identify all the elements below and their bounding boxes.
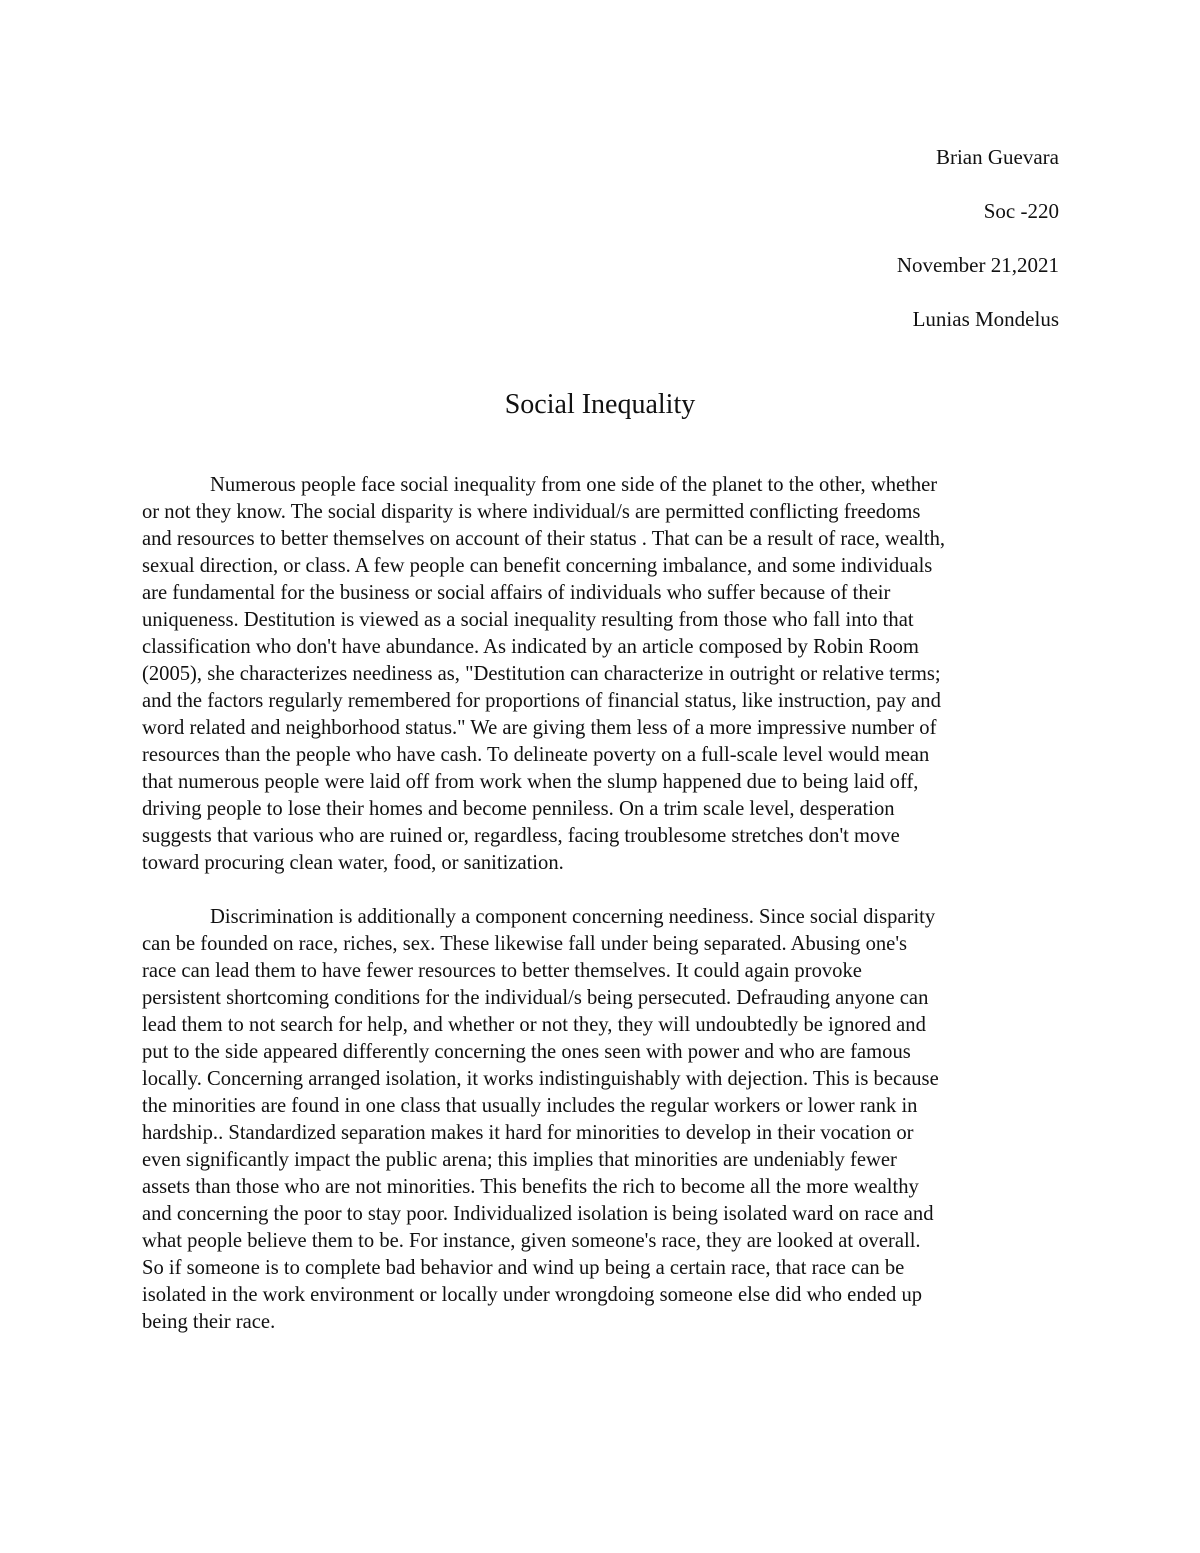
paragraph-line: persistent shortcoming conditions for the individual/s being persecuted. Defrauding anyone can [142,987,929,1009]
paragraph-line: isolated in the work environment or locally under wrongdoing someone else did who ended up [142,1284,923,1306]
paragraph [142,904,1057,1336]
paragraph-line: Discrimination is additionally a component concerning neediness. Since social disparity [210,906,936,928]
course-code: Soc -220 [983,199,1059,223]
paragraph-line: resources than the people who have cash. To delineate poverty on a full-scale level would mean [142,744,930,766]
paragraph-line: what people believe them to be. For instance, given someone's race, they are looked at overall. [142,1230,921,1252]
author-name: Brian Guevara [935,145,1059,169]
document-title: Social Inequality [504,389,696,420]
paragraph-line: uniqueness. Destitution is viewed as a social inequality resulting from those who fall into that [142,609,914,631]
paragraph-line: driving people to lose their homes and become penniless. On a trim scale level, desperation [142,798,895,820]
paragraph-line: even significantly impact the public arena; this implies that minorities are undeniably fewer [142,1149,897,1171]
paragraph-line: and resources to better themselves on account of their status . That can be a result of race, wealth, [142,528,946,550]
paragraph-line: locally. Concerning arranged isolation, it works indistinguishably with dejection. This is because [142,1068,939,1090]
paragraph-line: (2005), she characterizes neediness as, "Destitution can characterize in outright or relative terms; [142,663,941,685]
paragraph-line: or not they know. The social disparity is where individual/s are permitted conflicting freedoms [142,501,921,523]
paragraph-line: suggests that various who are ruined or, regardless, facing troublesome stretches don't move [142,825,900,847]
paragraph-line: being their race. [142,1311,276,1333]
paragraph-line: put to the side appeared differently concerning the ones seen with power and who are famous [142,1041,911,1063]
paragraph [142,472,1057,877]
paragraph-line: the minorities are found in one class that usually includes the regular workers or lower rank in [142,1095,918,1117]
paragraph-line: Numerous people face social inequality from one side of the planet to the other, whether [210,474,938,496]
paragraph-line: hardship.. Standardized separation makes it hard for minorities to develop in their vocation or [142,1122,914,1144]
paragraph-line: lead them to not search for help, and whether or not they, they will undoubtedly be ignored and [142,1014,926,1036]
paragraph-line: assets than those who are not minorities. This benefits the rich to become all the more wealthy [142,1176,919,1198]
paragraph-line: can be founded on race, riches, sex. These likewise fall under being separated. Abusing one's [142,933,908,955]
paragraph-line: word related and neighborhood status." We are giving them less of a more impressive number of [142,717,937,739]
paragraph-line: classification who don't have abundance. As indicated by an article composed by Robin Room [142,636,919,658]
paragraph-line: sexual direction, or class. A few people can benefit concerning imbalance, and some individuals [142,555,933,577]
paragraph-line: are fundamental for the business or social affairs of individuals who suffer because of their [142,582,891,604]
paragraph-line: and the factors regularly remembered for proportions of financial status, like instruction, pay and [142,690,941,712]
paragraph-line: race can lead them to have fewer resources to better themselves. It could again provoke [142,960,862,982]
paragraph-line: and concerning the poor to stay poor. Individualized isolation is being isolated ward on race and [142,1203,934,1225]
paragraph-line: So if someone is to complete bad behavior and wind up being a certain race, that race can be [142,1257,905,1279]
paragraph-line: that numerous people were laid off from work when the slump happened due to being laid off, [142,771,919,793]
paragraph-line: toward procuring clean water, food, or sanitization. [142,852,564,874]
document-body [142,472,1057,1363]
header-block [897,142,1059,358]
date: November 21,2021 [896,253,1059,277]
instructor-name: Lunias Mondelus [912,307,1059,331]
